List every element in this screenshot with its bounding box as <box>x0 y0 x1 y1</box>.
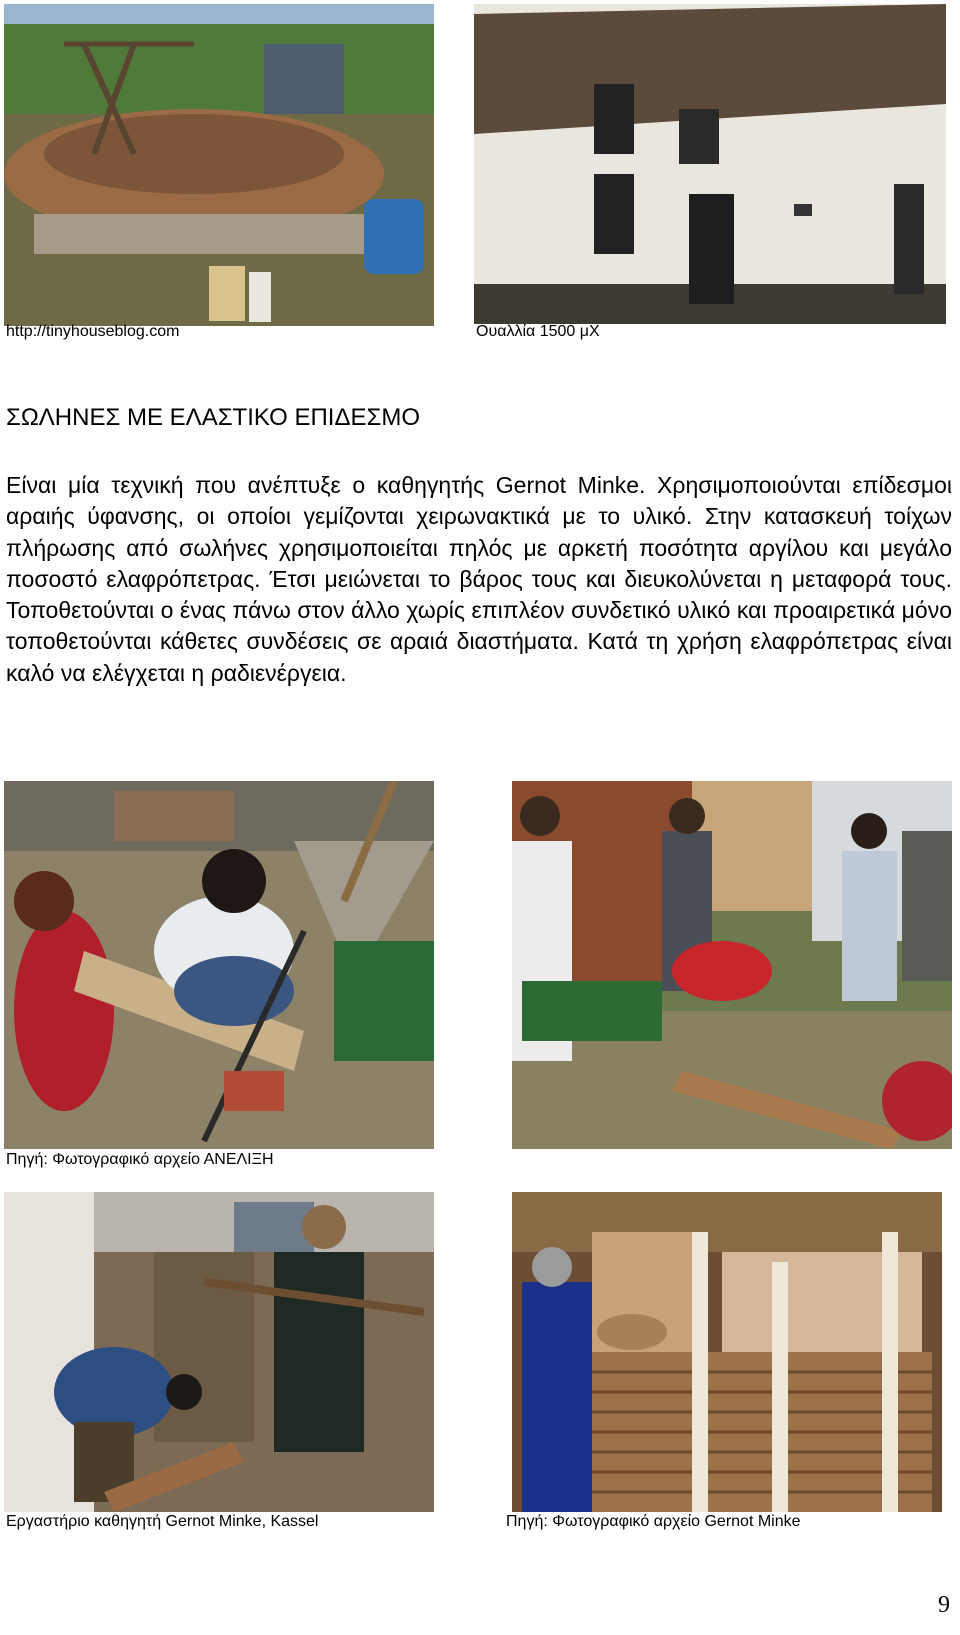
photo-earthbag-wall-construction <box>4 4 434 326</box>
photo-welsh-cottage <box>474 4 946 324</box>
section-paragraph: Είναι μία τεχνική που ανέπτυξε ο καθηγητής Gernot Minke. Χρησιμοποιούνται επίδεσμοι αραιής ύφανσης, οι οποίοι γεμίζονται χειρωνακτικά με το υλικό. Στην κατασκευή τοίχων πλήρωσης από σωλήνες χρησιμοποιείται πηλός με αρκετή ποσότητα αργίλου και μεγάλο ποσοστό ελαφρόπετρας. Έτσι μειώνεται το βάρος τους και διευκολύνεται η μεταφορά τους. Τοποθετούνται ο ένας πάνω στον άλλο χωρίς επιπλέον συνδετικό υλικό και προαιρετικά μόνο τοποθετούνται κάθετες συνδέσεις σε αραιά διαστήματα. Κατά τη χρήση ελαφρόπετρας είναι καλό να ελέγχεται η ραδιενέργεια. <box>6 472 952 686</box>
photo-workshop-funnel-filling <box>4 781 434 1149</box>
photo-kassel-workshop <box>4 1192 434 1512</box>
photo-tube-infill-wall <box>512 1192 942 1512</box>
page-number: 9 <box>938 1592 950 1618</box>
caption-kassel-workshop: Εργαστήριο καθηγητή Gernot Minke, Kassel <box>6 1513 319 1530</box>
caption-tinyhouseblog: http://tinyhouseblog.com <box>6 323 180 340</box>
caption-wales-1500: Ουαλλία 1500 μΧ <box>476 323 600 340</box>
caption-anelixi-archive: Πηγή: Φωτογραφικό αρχείο ΑΝΕΛΙΞΗ <box>6 1151 274 1168</box>
caption-minke-archive: Πηγή: Φωτογραφικό αρχείο Gernot Minke <box>506 1513 801 1530</box>
section-heading: ΣΩΛΗΝΕΣ ΜΕ ΕΛΑΣΤΙΚΟ ΕΠΙΔΕΣΜΟ <box>6 404 421 431</box>
photo-group-tube-filling <box>512 781 952 1149</box>
